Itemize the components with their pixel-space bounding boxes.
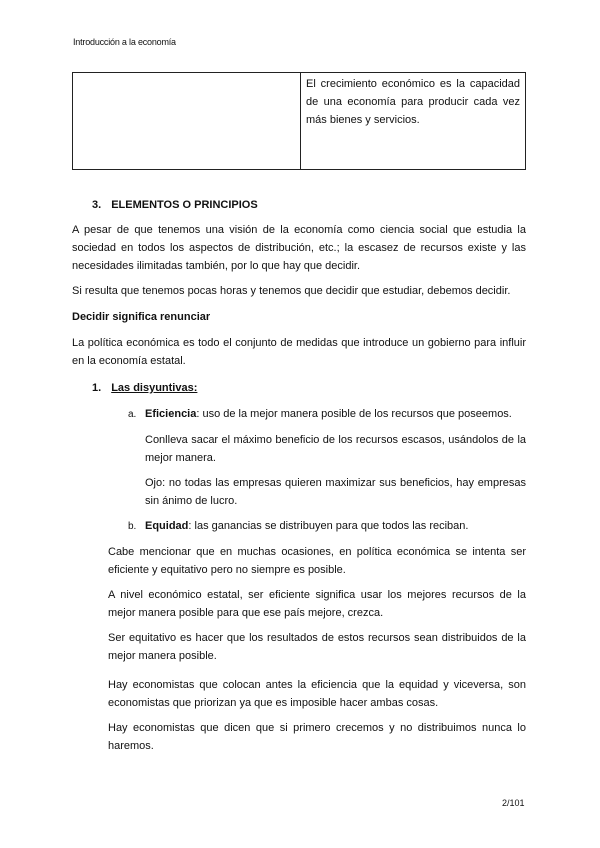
section-heading xyxy=(92,196,258,214)
subsection-heading xyxy=(92,379,197,397)
paragraph-nivel-estatal: A nivel económico estatal, ser eficiente significa usar los mejores recursos de la mejor manera posible para que ese país mejore, crezca. xyxy=(108,589,526,619)
table-cell-definition: El crecimiento económico es la capacidad de una economía para producir cada vez más bienes y servicios. xyxy=(306,78,520,126)
paragraph-equitativo: Ser equitativo es hacer que los resultados de estos recursos sean distribuidos de la mejor manera posible. xyxy=(108,632,526,662)
paragraph-economistas-crecer: Hay economistas que dicen que si primero crecemos y no distribuimos nunca lo haremos. xyxy=(108,722,526,752)
definition-eficiencia: : uso de la mejor manera posible de los recursos que poseemos. xyxy=(196,408,512,420)
note-eficiencia-conlleva: Conlleva sacar el máximo beneficio de los recursos escasos, usándolos de la mejor manera. xyxy=(145,434,526,464)
note-eficiencia-ojo: Ojo: no todas las empresas quieren maximizar sus beneficios, hay empresas sin ánimo de lucro. xyxy=(145,477,526,507)
list-item-equidad xyxy=(145,517,526,535)
paragraph-decide: Si resulta que tenemos pocas horas y tenemos que decidir que estudiar, debemos decidir. xyxy=(72,285,511,297)
paragraph-bold-renunciar: Decidir significa renunciar xyxy=(72,311,211,323)
paragraph-intro: A pesar de que tenemos una visión de la economía como ciencia social que estudia la sociedad en todos los aspectos de distribución, etc.; la escasez de recursos existe y las necesidades ilimitadas también, por lo que hay que decidir. xyxy=(72,224,526,272)
list-item-eficiencia xyxy=(145,405,526,423)
list-marker-b: b. xyxy=(128,521,137,532)
section-title: ELEMENTOS O PRINCIPIOS xyxy=(111,199,258,211)
paragraph-economistas-prioridad: Hay economistas que colocan antes la eficiencia que la equidad y viceversa, son economistas que priorizan ya que es imposible hacer ambas cosas. xyxy=(108,679,526,709)
definition-table xyxy=(72,72,526,170)
section-number: 3. xyxy=(92,199,102,211)
paragraph-cabe-mencionar: Cabe mencionar que en muchas ocasiones, en política económica se intenta ser eficiente y equitativo pero no siempre es posible. xyxy=(108,546,526,576)
table-cell-empty xyxy=(73,73,301,169)
list-marker-a: a. xyxy=(128,409,137,420)
term-eficiencia: Eficiencia xyxy=(145,408,197,420)
running-header: Introducción a la economía xyxy=(73,37,176,47)
page-number: 2/101 xyxy=(502,798,525,808)
subsection-number: 1. xyxy=(92,382,102,394)
term-equidad: Equidad xyxy=(145,520,189,532)
definition-equidad: : las ganancias se distribuyen para que todos las reciban. xyxy=(188,520,469,532)
paragraph-politica: La política económica es todo el conjunto de medidas que introduce un gobierno para influir en la economía estatal. xyxy=(72,337,526,367)
subsection-title: Las disyuntivas: xyxy=(111,382,198,394)
